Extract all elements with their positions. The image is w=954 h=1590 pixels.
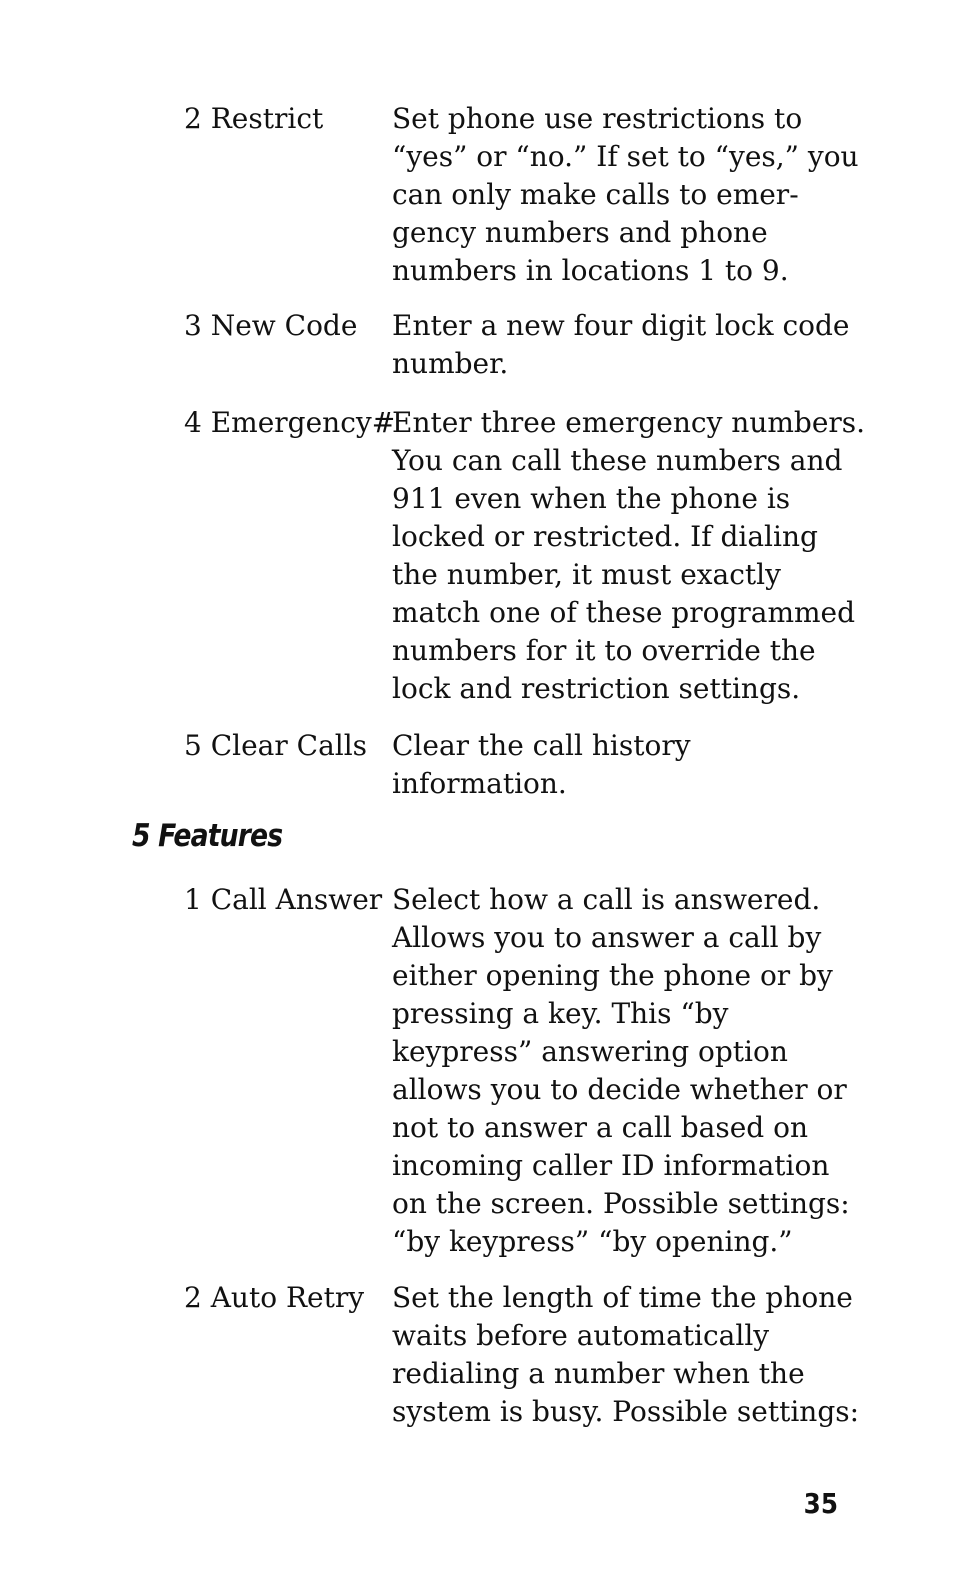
section-heading: 5 Features — [132, 818, 283, 854]
entry-description — [392, 404, 866, 708]
entry-label: 4 Emergency# — [184, 406, 396, 439]
entry-label: 1 Call Answer — [184, 883, 383, 916]
description-line: gency numbers and phone — [392, 216, 768, 249]
description-line: “by keypress” “by opening.” — [392, 1225, 793, 1258]
description-line: not to answer a call based on — [392, 1111, 809, 1144]
description-line: numbers in locations 1 to 9. — [392, 254, 789, 287]
description-line: the number, it must exactly — [392, 558, 781, 591]
description-line: Enter a new four digit lock code — [392, 309, 850, 342]
entry-description — [392, 100, 859, 290]
description-line: information. — [392, 767, 567, 800]
description-line: lock and restriction settings. — [392, 672, 801, 705]
entry-description — [392, 1279, 860, 1431]
description-line: Set the length of time the phone — [392, 1281, 853, 1314]
description-line: numbers for it to override the — [392, 634, 816, 667]
description-line: match one of these programmed — [392, 596, 856, 629]
description-line: on the screen. Possible settings: — [392, 1187, 850, 1220]
description-line: Enter three emergency numbers. — [392, 406, 866, 439]
description-line: number. — [392, 347, 509, 380]
description-line: allows you to decide whether or — [392, 1073, 847, 1106]
description-line: Select how a call is answered. — [392, 883, 821, 916]
description-line: You can call these numbers and — [392, 444, 843, 477]
description-line: system is busy. Possible settings: — [392, 1395, 860, 1428]
entry-description — [392, 727, 852, 803]
description-line: 911 even when the phone is — [392, 482, 791, 515]
page-number: 35 — [803, 1487, 838, 1520]
description-line: locked or restricted. If dialing — [392, 520, 818, 553]
entry-description — [392, 881, 852, 1261]
entry-label: 3 New Code — [184, 309, 358, 342]
description-line: can only make calls to emer- — [392, 178, 799, 211]
entry-description — [392, 307, 852, 383]
entry-label: 2 Restrict — [184, 102, 324, 135]
description-line: redialing a number when the — [392, 1357, 805, 1390]
description-line: “yes” or “no.” If set to “yes,” you — [392, 140, 859, 173]
description-line: waits before automatically — [392, 1319, 770, 1352]
description-line: Allows you to answer a call by — [392, 921, 822, 954]
description-line: Clear the call history — [392, 729, 691, 762]
description-line: pressing a key. This “by — [392, 997, 729, 1030]
entry-label: 2 Auto Retry — [184, 1281, 365, 1314]
description-line: either opening the phone or by — [392, 959, 833, 992]
description-line: incoming caller ID information — [392, 1149, 830, 1182]
description-line: Set phone use restrictions to — [392, 102, 803, 135]
entry-label: 5 Clear Calls — [184, 729, 368, 762]
description-line: keypress” answering option — [392, 1035, 788, 1068]
